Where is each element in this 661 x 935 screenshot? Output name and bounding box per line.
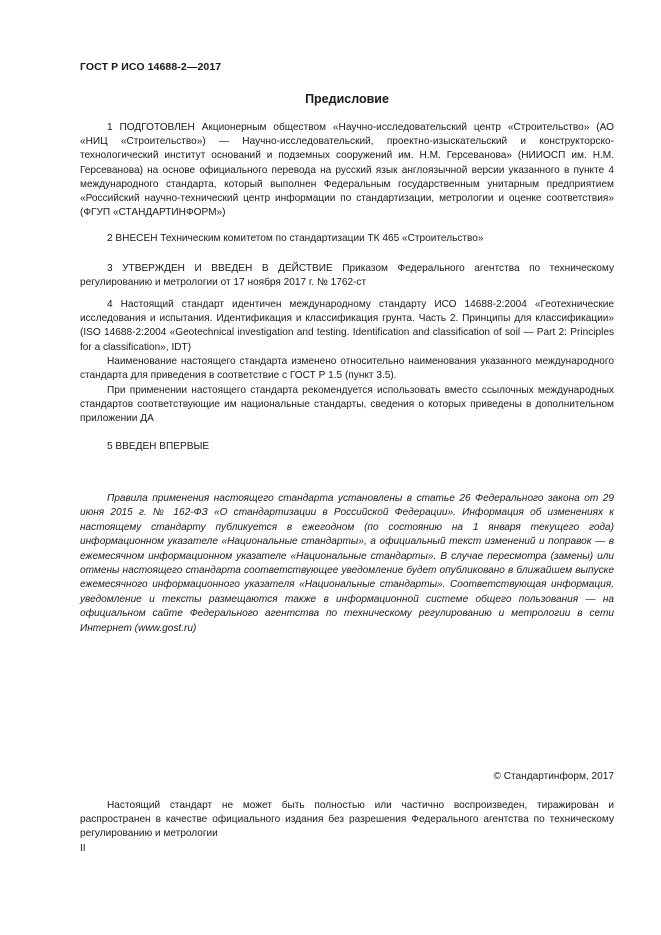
paragraph-approved-text: 3 УТВЕРЖДЕН И ВВЕДЕН В ДЕЙСТВИЕ Приказом Федерального агентства по техническому регулированию и метрологии от 17 ноября 2017 г. № 1762-ст [80, 263, 614, 289]
paragraph-submitted-text: 2 ВНЕСЕН Техническим комитетом по стандартизации ТК 465 «Строительство» [107, 233, 484, 244]
paragraph-first-introduced [80, 440, 614, 454]
paragraph-references [80, 384, 614, 427]
preface-title: Предисловие [305, 92, 389, 106]
paragraph-name-changed [80, 355, 614, 383]
application-rules-notice [80, 492, 614, 636]
copyright-line: © Стандартинформ, 2017 [493, 771, 614, 782]
paragraph-first-introduced-text: 5 ВВЕДЕН ВПЕРВЫЕ [107, 441, 210, 452]
reproduction-notice-text: Настоящий стандарт не может быть полностью или частично воспроизведен, тиражирован и распространен в качестве официального издания без разрешения Федерального агентства по техническому регулированию и метрологии [80, 800, 614, 840]
paragraph-approved [80, 262, 614, 290]
paragraph-references-text: При применении настоящего стандарта рекомендуется использовать вместо ссылочных международных стандартов соответствующие им национальные стандарты, сведения о которых приведены в дополнительном приложении ДА [80, 385, 614, 425]
paragraph-identical-text: 4 Настоящий стандарт идентичен международному стандарту ИСО 14688-2:2004 «Геотехнические исследования и испытания. Идентификация и классификация грунта. Часть 2. Принципы для классификации» (ISO 14688-2:2004 «Geotechnical investigation and testing. Identification and classification of soil — Part 2: Principles for a classification», IDT) [80, 299, 614, 353]
reproduction-notice [80, 799, 614, 842]
paragraph-name-changed-text: Наименование настоящего стандарта изменено относительно наименования указанного международного стандарта для приведения в соответствие с ГОСТ Р 1.5 (пункт 3.5). [80, 356, 614, 382]
standard-header: ГОСТ Р ИСО 14688-2—2017 [80, 61, 222, 73]
page-number: II [80, 843, 86, 854]
paragraph-prepared [80, 121, 614, 220]
application-rules-notice-text: Правила применения настоящего стандарта установлены в статье 26 Федерального закона от 29 июня 2015 г. № 162-ФЗ «О стандартизации в Российской Федерации». Информация об изменениях к настоящему стандарту публикуется в ежегодном (по состоянию на 1 января текущего года) информационном указателе «Национальные стандарты», а официальный текст изменений и поправок — в ежемесячном информационном указателе «Национальные стандарты». В случае пересмотра (замены) или отмены настоящего стандарта соответствующее уведомление будет опубликовано в ближайшем выпуске ежемесячного информационного указателя «Национальные стандарты». Соответствующая информация, уведомление и тексты размещаются также в информационной системе общего пользования — на официальном сайте Федерального агентства по техническому регулированию и метрологии в сети Интернет (www.gost.ru) [80, 493, 614, 634]
paragraph-submitted [80, 232, 614, 246]
paragraph-identical [80, 298, 614, 355]
paragraph-prepared-text: 1 ПОДГОТОВЛЕН Акционерным обществом «Научно-исследовательский центр «Строительство» (АО «НИЦ «Строительство») — Научно-исследовательский, проектно-изыскательский и конструкторско-технологический институт оснований и подземных сооружений им. Н.М. Герсеванова» (НИИОСП им. Н.М. Герсеванова) на основе официального перевода на русский язык англоязычной версии указанного в пункте 4 международного стандарта, который выполнен Федеральным государственным унитарным предприятием «Российский научно-технический центр информации по стандартизации, метрологии и оценке соответствия» (ФГУП «СТАНДАРТИНФОРМ») [80, 122, 614, 219]
